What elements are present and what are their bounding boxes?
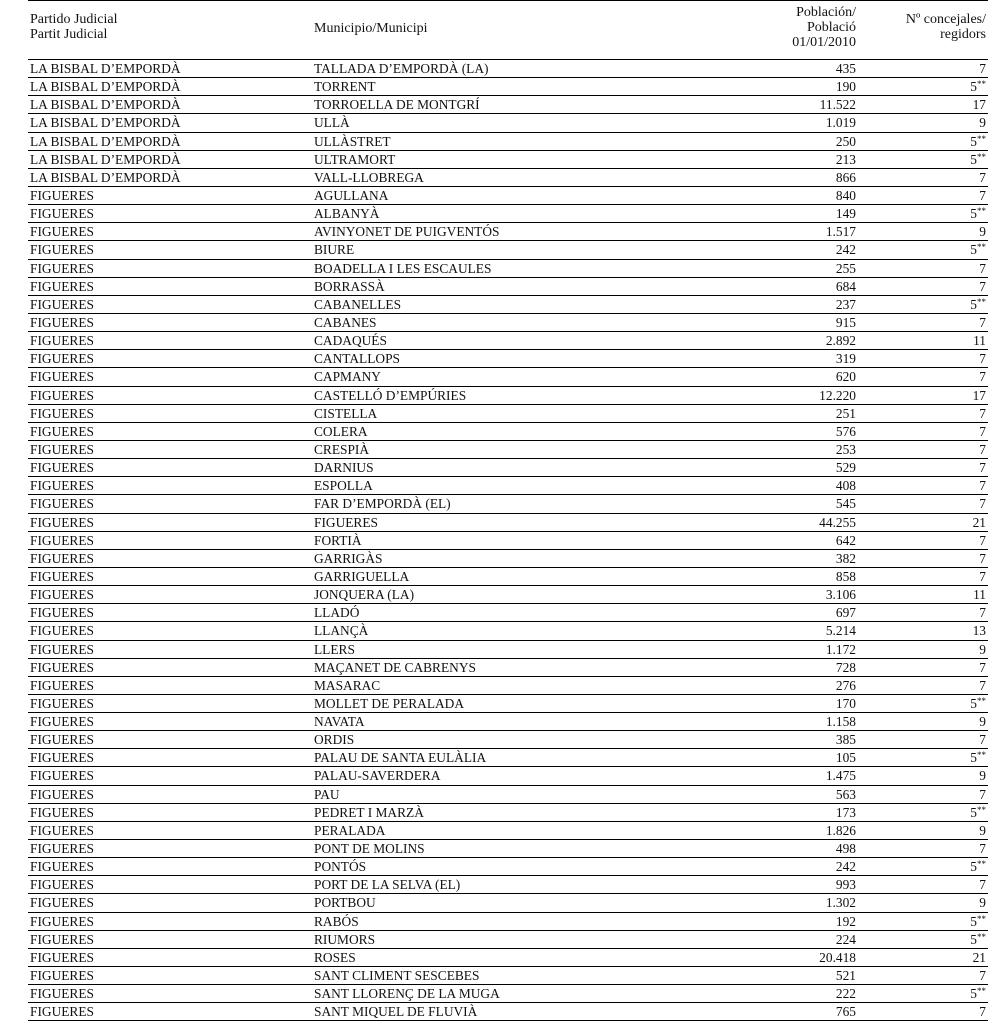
cell-municipio: FORTIÀ [314, 532, 362, 548]
cell-partido-judicial: FIGUERES [30, 986, 94, 1002]
table-row [28, 822, 988, 840]
table-row [28, 949, 988, 967]
table-row [28, 350, 988, 368]
cell-concejales: 7 [979, 441, 986, 457]
cell-concejales: 11 [973, 333, 986, 349]
cell-concejales: 7 [979, 968, 986, 984]
cell-municipio: GARRIGÀS [314, 550, 383, 566]
cell-municipio: LLANÇÀ [314, 623, 369, 639]
cell-municipio: PALAU-SAVERDERA [314, 768, 441, 784]
cell-poblacion: 192 [835, 913, 856, 929]
cell-municipio: PALAU DE SANTA EULÀLIA [314, 750, 487, 766]
cell-municipio: TALLADA D’EMPORDÀ (LA) [314, 61, 489, 76]
cell-municipio: CANTALLOPS [314, 351, 400, 367]
cell-municipio: BORRASSÀ [314, 278, 385, 294]
cell-concejales: 7 [979, 659, 986, 675]
table-row [28, 78, 988, 96]
cell-partido-judicial: FIGUERES [30, 441, 94, 457]
cell-poblacion: 1.158 [825, 714, 856, 730]
cell-municipio: BOADELLA I LES ESCAULES [314, 260, 492, 276]
cell-municipio: LLADÓ [314, 605, 360, 621]
cell-poblacion: 222 [835, 986, 856, 1002]
cell-poblacion: 255 [835, 260, 856, 276]
cell-concejales: 5** [970, 931, 986, 947]
cell-partido-judicial: FIGUERES [30, 314, 94, 330]
cell-municipio: JONQUERA (LA) [314, 587, 415, 603]
table-row [28, 532, 988, 550]
cell-municipio: ULTRAMORT [314, 151, 396, 167]
table-row [28, 767, 988, 785]
cell-poblacion: 697 [835, 605, 856, 621]
cell-poblacion: 224 [835, 931, 856, 947]
cell-partido-judicial: FIGUERES [30, 369, 94, 385]
table-row [28, 169, 988, 187]
cell-partido-judicial: LA BISBAL D’EMPORDÀ [30, 61, 181, 76]
cell-partido-judicial: FIGUERES [30, 841, 94, 857]
cell-concejales: 5** [970, 804, 986, 820]
cell-concejales: 7 [979, 369, 986, 385]
cell-concejales: 9 [979, 822, 986, 838]
cell-concejales: 5** [970, 750, 986, 766]
cell-concejales: 5** [970, 913, 986, 929]
table-row [28, 260, 988, 278]
header-partido-line2: Partit Judicial [30, 27, 108, 42]
cell-concejales: 7 [979, 405, 986, 421]
cell-municipio: SANT MIQUEL DE FLUVIÀ [314, 1004, 478, 1020]
cell-poblacion: 728 [835, 659, 856, 675]
cell-poblacion: 253 [835, 441, 856, 457]
cell-municipio: AGULLANA [314, 187, 389, 203]
cell-concejales: 9 [979, 224, 986, 240]
cell-municipio: ESPOLLA [314, 478, 373, 494]
cell-concejales: 7 [979, 732, 986, 748]
table-row [28, 114, 988, 132]
header-partido-line1: Partido Judicial [30, 12, 118, 27]
cell-concejales: 7 [979, 605, 986, 621]
cell-municipio: MOLLET DE PERALADA [314, 695, 465, 711]
cell-poblacion: 251 [835, 405, 856, 421]
cell-concejales: 13 [972, 623, 986, 639]
table-row [28, 459, 988, 477]
table-row [28, 586, 988, 604]
cell-poblacion: 242 [835, 242, 856, 258]
table-row [28, 641, 988, 659]
cell-poblacion: 5.214 [825, 623, 856, 639]
cell-partido-judicial: FIGUERES [30, 641, 94, 657]
cell-partido-judicial: FIGUERES [30, 568, 94, 584]
cell-municipio: RIUMORS [314, 931, 376, 947]
table-row [28, 622, 988, 640]
cell-poblacion: 173 [835, 804, 856, 820]
cell-concejales: 7 [979, 841, 986, 857]
cell-poblacion: 250 [835, 133, 856, 149]
header-concejales-line1: Nº concejales/ [905, 12, 986, 27]
cell-concejales: 17 [972, 387, 986, 403]
cell-poblacion: 840 [835, 187, 856, 203]
cell-poblacion: 435 [835, 61, 856, 76]
table-row [28, 731, 988, 749]
cell-partido-judicial: FIGUERES [30, 732, 94, 748]
cell-municipio: VALL-LLOBREGA [314, 169, 424, 185]
cell-municipio: AVINYONET DE PUIGVENTÓS [314, 224, 500, 240]
table-row [28, 477, 988, 495]
cell-poblacion: 44.255 [819, 514, 856, 530]
cell-municipio: COLERA [314, 423, 368, 439]
table-row [28, 387, 988, 405]
table-row [28, 786, 988, 804]
cell-municipio: PAU [314, 786, 340, 802]
header-municipio: Municipio/Municipi [314, 21, 428, 36]
cell-partido-judicial: FIGUERES [30, 278, 94, 294]
cell-concejales: 5** [970, 695, 986, 711]
cell-partido-judicial: FIGUERES [30, 968, 94, 984]
cell-poblacion: 1.172 [825, 641, 856, 657]
cell-municipio: SANT LLORENÇ DE LA MUGA [314, 986, 500, 1002]
cell-concejales: 7 [979, 423, 986, 439]
cell-concejales: 9 [979, 895, 986, 911]
cell-municipio: MASARAC [314, 677, 381, 693]
cell-municipio: CABANELLES [314, 296, 402, 312]
cell-municipio: ALBANYÀ [314, 206, 380, 222]
cell-partido-judicial: FIGUERES [30, 423, 94, 439]
cell-partido-judicial: FIGUERES [30, 260, 94, 276]
cell-municipio: PEDRET I MARZÀ [314, 804, 424, 820]
cell-partido-judicial: FIGUERES [30, 333, 94, 349]
cell-partido-judicial: LA BISBAL D’EMPORDÀ [30, 151, 181, 167]
cell-poblacion: 866 [835, 169, 856, 185]
cell-municipio: FIGUERES [314, 514, 378, 530]
cell-concejales: 5** [970, 206, 986, 222]
cell-poblacion: 915 [835, 314, 856, 330]
cell-concejales: 5** [970, 79, 986, 95]
cell-poblacion: 858 [835, 568, 856, 584]
table-row [28, 223, 988, 241]
cell-concejales: 5** [970, 242, 986, 258]
table-row [28, 441, 988, 459]
cell-poblacion: 765 [835, 1004, 856, 1020]
cell-poblacion: 382 [835, 550, 856, 566]
cell-partido-judicial: FIGUERES [30, 714, 94, 730]
cell-partido-judicial: FIGUERES [30, 187, 94, 203]
cell-poblacion: 993 [835, 877, 856, 893]
cell-poblacion: 529 [835, 460, 856, 476]
table-row [28, 133, 988, 151]
table-row [28, 967, 988, 985]
cell-municipio: GARRIGUELLA [314, 568, 410, 584]
table-header [28, 0, 988, 60]
cell-partido-judicial: FIGUERES [30, 768, 94, 784]
table-row [28, 677, 988, 695]
cell-partido-judicial: FIGUERES [30, 296, 94, 312]
table-row [28, 368, 988, 386]
cell-partido-judicial: FIGUERES [30, 242, 94, 258]
table-row [28, 151, 988, 169]
table-row [28, 713, 988, 731]
table-row [28, 876, 988, 894]
table-row [28, 659, 988, 677]
cell-partido-judicial: LA BISBAL D’EMPORDÀ [30, 133, 181, 149]
cell-concejales: 9 [979, 115, 986, 131]
cell-municipio: BIURE [314, 242, 355, 258]
table-row [28, 985, 988, 1003]
cell-poblacion: 12.220 [819, 387, 856, 403]
cell-municipio: RABÓS [314, 913, 359, 929]
cell-partido-judicial: LA BISBAL D’EMPORDÀ [30, 97, 181, 113]
cell-municipio: ULLÀSTRET [314, 133, 391, 149]
cell-partido-judicial: FIGUERES [30, 351, 94, 367]
table-body [28, 60, 988, 1021]
header-poblacion-line1: Población/ [796, 5, 856, 20]
header-partido-judicial [30, 12, 118, 42]
cell-concejales: 7 [979, 278, 986, 294]
header-concejales-line2: regidors [940, 27, 986, 42]
header-concejales [906, 12, 986, 42]
cell-poblacion: 620 [835, 369, 856, 385]
table-row [28, 1003, 988, 1021]
cell-poblacion: 498 [835, 841, 856, 857]
cell-municipio: PONT DE MOLINS [314, 841, 425, 857]
table-row [28, 332, 988, 350]
cell-concejales: 5** [970, 859, 986, 875]
table-row [28, 405, 988, 423]
cell-poblacion: 1.475 [825, 768, 856, 784]
table-row [28, 495, 988, 513]
cell-municipio: CAPMANY [314, 369, 381, 385]
cell-partido-judicial: FIGUERES [30, 1004, 94, 1020]
cell-poblacion: 563 [835, 786, 856, 802]
cell-concejales: 9 [979, 641, 986, 657]
cell-municipio: CABANES [314, 314, 377, 330]
cell-partido-judicial: FIGUERES [30, 623, 94, 639]
cell-partido-judicial: FIGUERES [30, 677, 94, 693]
cell-partido-judicial: FIGUERES [30, 206, 94, 222]
table-row [28, 314, 988, 332]
table-row [28, 604, 988, 622]
cell-municipio: PORT DE LA SELVA (EL) [314, 877, 461, 893]
cell-poblacion: 1.517 [825, 224, 856, 240]
cell-poblacion: 170 [835, 695, 856, 711]
cell-concejales: 7 [979, 677, 986, 693]
cell-poblacion: 237 [835, 296, 856, 312]
cell-concejales: 7 [979, 532, 986, 548]
cell-concejales: 7 [979, 314, 986, 330]
cell-partido-judicial: FIGUERES [30, 605, 94, 621]
cell-concejales: 7 [979, 61, 986, 76]
cell-municipio: TORRENT [314, 79, 376, 95]
table-row [28, 60, 988, 78]
table-row [28, 568, 988, 586]
cell-poblacion: 213 [835, 151, 856, 167]
cell-poblacion: 1.826 [825, 822, 856, 838]
cell-partido-judicial: FIGUERES [30, 587, 94, 603]
cell-municipio: PERALADA [314, 822, 386, 838]
cell-municipio: TORROELLA DE MONTGRÍ [314, 97, 480, 113]
table-row [28, 241, 988, 259]
cell-concejales: 7 [979, 550, 986, 566]
cell-municipio: CASTELLÓ D’EMPÚRIES [314, 387, 467, 403]
cell-partido-judicial: FIGUERES [30, 931, 94, 947]
cell-municipio: SANT CLIMENT SESCEBES [314, 968, 480, 984]
cell-concejales: 7 [979, 1004, 986, 1020]
cell-concejales: 5** [970, 133, 986, 149]
table-row [28, 804, 988, 822]
cell-partido-judicial: FIGUERES [30, 550, 94, 566]
cell-partido-judicial: FIGUERES [30, 478, 94, 494]
cell-partido-judicial: FIGUERES [30, 895, 94, 911]
cell-concejales: 7 [979, 260, 986, 276]
cell-poblacion: 2.892 [825, 333, 856, 349]
cell-poblacion: 3.106 [825, 587, 856, 603]
table-row [28, 514, 988, 532]
cell-poblacion: 1.302 [825, 895, 856, 911]
cell-poblacion: 521 [835, 968, 856, 984]
cell-municipio: PONTÓS [314, 859, 367, 875]
cell-poblacion: 11.522 [819, 97, 856, 113]
table-row [28, 894, 988, 912]
cell-partido-judicial: FIGUERES [30, 859, 94, 875]
cell-partido-judicial: FIGUERES [30, 387, 94, 403]
cell-concejales: 5** [970, 151, 986, 167]
cell-partido-judicial: FIGUERES [30, 913, 94, 929]
cell-partido-judicial: FIGUERES [30, 695, 94, 711]
cell-partido-judicial: FIGUERES [30, 804, 94, 820]
cell-partido-judicial: FIGUERES [30, 405, 94, 421]
cell-concejales: 21 [972, 514, 986, 530]
cell-municipio: CADAQUÉS [314, 333, 387, 349]
cell-concejales: 9 [979, 768, 986, 784]
cell-partido-judicial: FIGUERES [30, 224, 94, 240]
cell-poblacion: 20.418 [819, 949, 856, 965]
cell-municipio: PORTBOU [314, 895, 376, 911]
cell-concejales: 17 [972, 97, 986, 113]
cell-municipio: ROSES [314, 949, 356, 965]
table-row [28, 187, 988, 205]
cell-concejales: 11 [973, 587, 986, 603]
cell-poblacion: 276 [835, 677, 856, 693]
cell-concejales: 7 [979, 877, 986, 893]
cell-concejales: 7 [979, 568, 986, 584]
header-poblacion-line2: Població [807, 20, 856, 35]
cell-municipio: LLERS [314, 641, 355, 657]
table-row [28, 96, 988, 114]
cell-partido-judicial: FIGUERES [30, 786, 94, 802]
cell-partido-judicial: FIGUERES [30, 750, 94, 766]
table-row [28, 931, 988, 949]
cell-poblacion: 408 [835, 478, 856, 494]
cell-partido-judicial: FIGUERES [30, 822, 94, 838]
cell-poblacion: 545 [835, 496, 856, 512]
cell-partido-judicial: FIGUERES [30, 659, 94, 675]
table-row [28, 278, 988, 296]
cell-poblacion: 576 [835, 423, 856, 439]
cell-poblacion: 190 [835, 79, 856, 95]
cell-poblacion: 105 [835, 750, 856, 766]
cell-poblacion: 642 [835, 532, 856, 548]
cell-partido-judicial: FIGUERES [30, 877, 94, 893]
table-row [28, 550, 988, 568]
header-poblacion [792, 5, 856, 50]
cell-concejales: 21 [972, 949, 986, 965]
cell-partido-judicial: FIGUERES [30, 496, 94, 512]
table-row [28, 423, 988, 441]
cell-poblacion: 242 [835, 859, 856, 875]
table-row [28, 749, 988, 767]
cell-concejales: 7 [979, 478, 986, 494]
table-row [28, 695, 988, 713]
cell-concejales: 7 [979, 351, 986, 367]
cell-municipio: MAÇANET DE CABRENYS [314, 659, 476, 675]
table-row [28, 205, 988, 223]
cell-poblacion: 385 [835, 732, 856, 748]
cell-concejales: 7 [979, 187, 986, 203]
cell-municipio: FAR D’EMPORDÀ (EL) [314, 496, 451, 512]
cell-concejales: 7 [979, 169, 986, 185]
table-row [28, 913, 988, 931]
cell-municipio: ULLÀ [314, 115, 350, 131]
cell-poblacion: 1.019 [825, 115, 856, 131]
cell-concejales: 5** [970, 296, 986, 312]
cell-municipio: DARNIUS [314, 460, 374, 476]
table-row [28, 296, 988, 314]
cell-concejales: 7 [979, 460, 986, 476]
cell-partido-judicial: FIGUERES [30, 514, 94, 530]
cell-poblacion: 149 [835, 206, 856, 222]
cell-municipio: CRESPIÀ [314, 441, 370, 457]
municipalities-table [28, 0, 988, 1024]
table-row [28, 840, 988, 858]
cell-municipio: CISTELLA [314, 405, 378, 421]
cell-partido-judicial: LA BISBAL D’EMPORDÀ [30, 115, 181, 131]
cell-concejales: 7 [979, 786, 986, 802]
header-poblacion-line3: 01/01/2010 [792, 35, 856, 50]
cell-partido-judicial: FIGUERES [30, 949, 94, 965]
cell-partido-judicial: LA BISBAL D’EMPORDÀ [30, 79, 181, 95]
cell-partido-judicial: FIGUERES [30, 532, 94, 548]
cell-partido-judicial: LA BISBAL D’EMPORDÀ [30, 169, 181, 185]
cell-poblacion: 684 [835, 278, 856, 294]
cell-municipio: ORDIS [314, 732, 355, 748]
cell-concejales: 5** [970, 986, 986, 1002]
cell-poblacion: 319 [835, 351, 856, 367]
cell-concejales: 9 [979, 714, 986, 730]
cell-municipio: NAVATA [314, 714, 365, 730]
cell-concejales: 7 [979, 496, 986, 512]
table-row [28, 858, 988, 876]
cell-partido-judicial: FIGUERES [30, 460, 94, 476]
